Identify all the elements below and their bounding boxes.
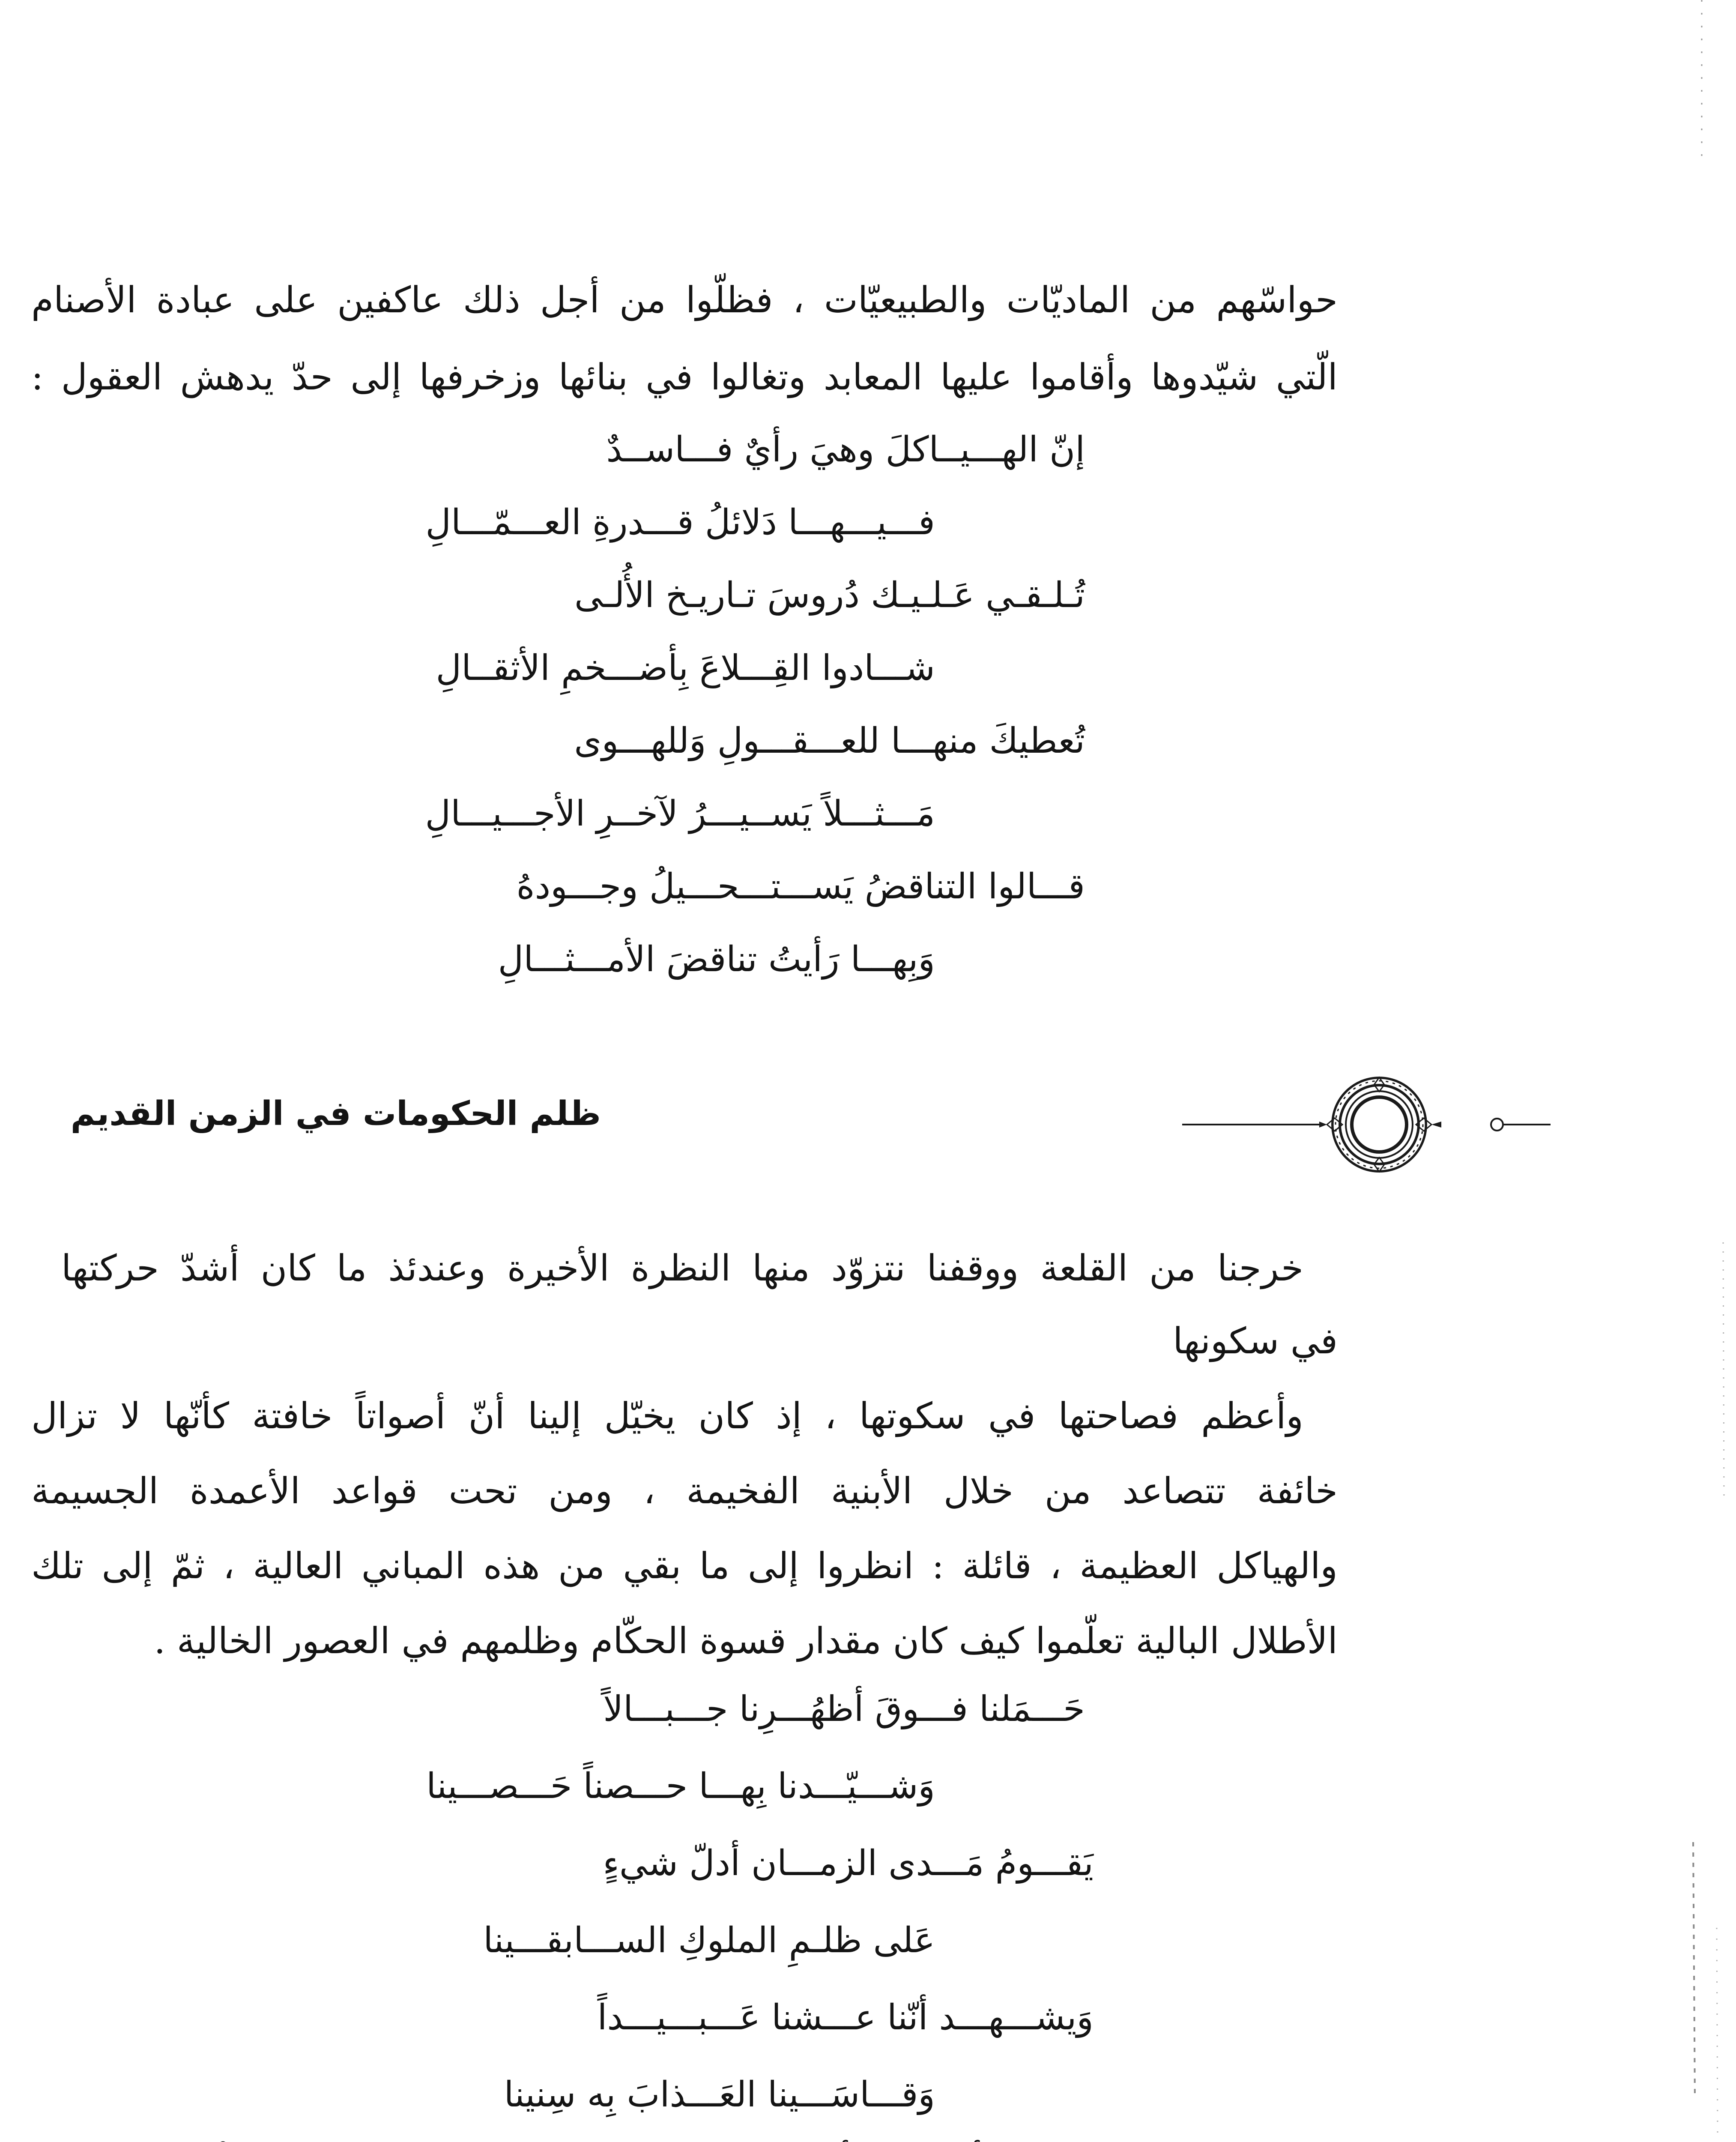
poem1-line-5: تُعطيكَ منهـــا للعـــقـــولِ وَللهـــوى [574, 721, 1085, 761]
poem1-line-3: تُـلـقـي عَـلـيـك دُروسَ تـاريـخ الأُلـى [574, 575, 1085, 616]
poem1-line-8: وَبِهـــا رَأيتُ تناقضَ الأمـــثـــالِ [498, 939, 935, 980]
poem2-line-5: وَيشـــهـــد أنّنا عـــشنا عَـــبـــيـــداً [597, 1997, 1094, 2038]
body-line-5: والهياكل العظيمة ، قائلة : انظروا إلى ما بقي من هذه المباني العالية ، ثمّ إلى تلك [31, 1545, 1338, 1587]
body-line-1: خرجنا من القلعة ووقفنا نتزوّد منها النظرة الأخيرة وعندئذ ما كان أشدّ حركتها [61, 1247, 1303, 1289]
poem2-line-2: وَشـــيّـــدنا بِهـــا حـــصناً حَـــصـــينا [426, 1766, 935, 1807]
body-line-2: في سكونها [1173, 1320, 1338, 1362]
intro-line-1: حواسّهم من الماديّات والطبيعيّات ، فظلّوا من أجل ذلك عاكفين على عبادة الأصنام [31, 279, 1338, 321]
intro-line-2: الّتي شيّدوها وأقاموا عليها المعابد وتغالوا في بنائها وزخرفها إلى حدّ يدهش العقول : [31, 356, 1338, 398]
scan-noise [1676, 0, 1736, 2142]
body-line-3: وأعظم فصاحتها في سكوتها ، إذ كان يخيّل إلينا أنّ أصواتاً خافتة كأنّها لا تزال [31, 1395, 1303, 1437]
body-line-4: خائفة تتصاعد من خلال الأبنية الفخيمة ، ومن تحت قواعد الأعمدة الجسيمة [31, 1470, 1338, 1512]
poem2-line-4: عَلى ظلـمِ الملوكِ الســـابقـــينا [483, 1920, 935, 1961]
body-line-6: الأطلال البالية تعلّموا كيف كان مقدار قسوة الحكّام وظلمهم في العصور الخالية . [154, 1620, 1338, 1662]
poem1-line-1: إنّ الهـــيــاكلَ وهيَ رأيٌ فـــاســدٌ [606, 429, 1085, 470]
ornament-rosette-icon [1174, 1075, 1559, 1174]
poem1-line-6: مَـــثـــلاً يَســيـــرُ لآخــرِ الأجـــيـــالِ [425, 793, 935, 834]
poem1-line-2: فـــيـــهـــا دَلائلُ قـــدرةِ العـــمّـــالِ [425, 502, 935, 543]
poem1-line-7: قـــالوا التناقضُ يَســـتـــحـــيلُ وجـــودهُ [516, 866, 1085, 907]
body-last-line [91, 2138, 1303, 2142]
poem2-line-1: حَـــمَلنا فـــوقَ أظهُـــرِنا جـــبـــالاً [603, 1689, 1085, 1729]
section-title: ظلم الحكومات في الزمن القديم [70, 1095, 601, 1133]
poem2-line-6: وَقـــاسَـــينا العَـــذابَ بِه سِنينا [504, 2074, 935, 2115]
poem1-line-4: شـــادوا القِـــلاعَ بِأضـــخمِ الأثقــالِ [436, 648, 935, 688]
poem2-line-3: يَقـــومُ مَـــدى الزمـــان أدلّ شيءٍ [603, 1843, 1094, 1884]
